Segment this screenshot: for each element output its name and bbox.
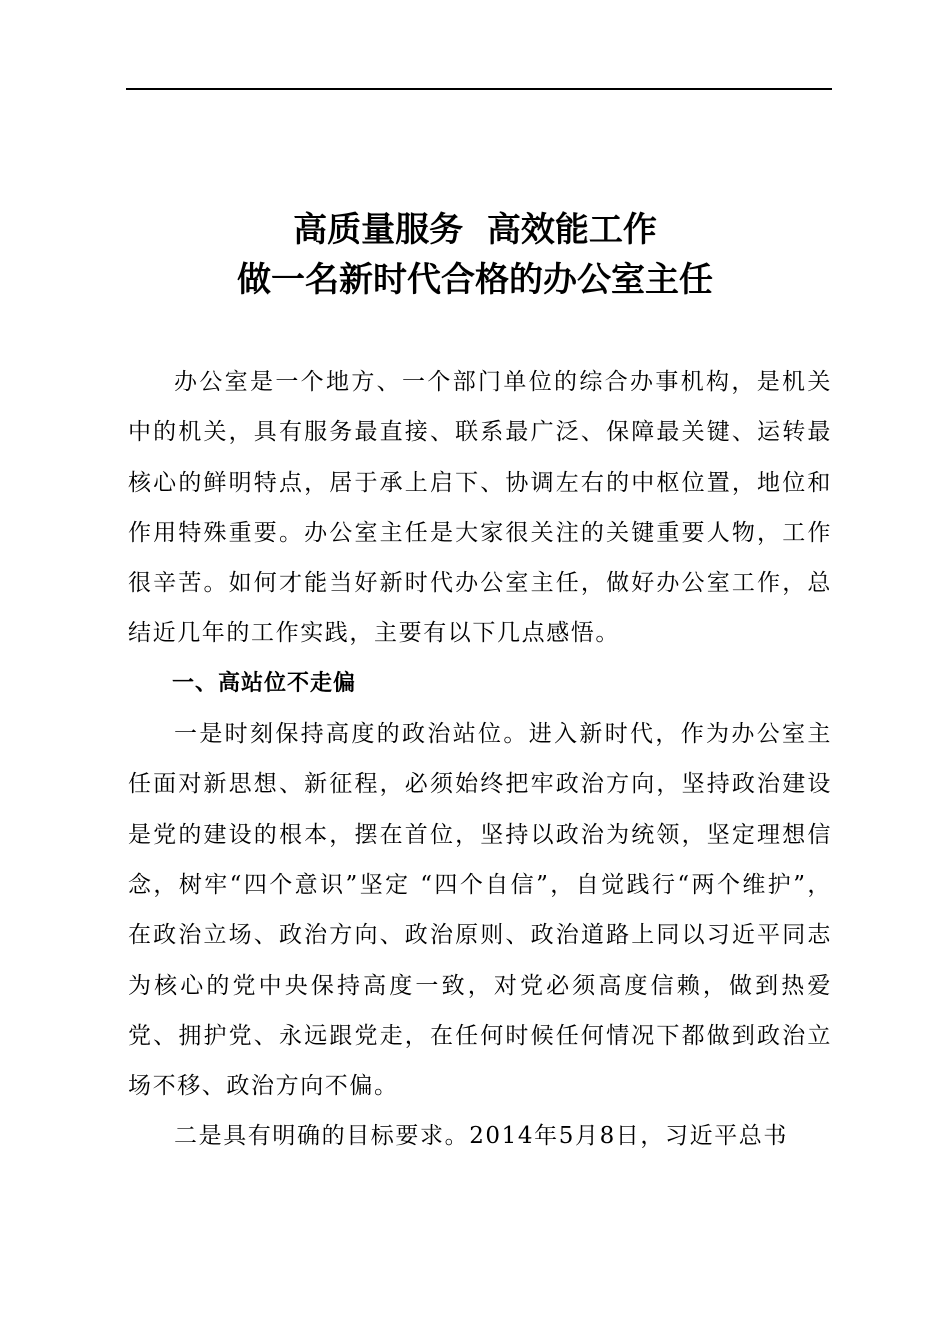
header-rule — [126, 88, 832, 90]
section-paragraph-1: 一是时刻保持高度的政治站位。进入新时代，作为办公室主任面对新思想、新征程，必须始终把牢政治方向，坚持政治建设是党的建设的根本，摆在首位，坚持以政治为统领，坚定理想信念，树牢“四个意识”坚定 “四个自信”，自觉践行“两个维护”，在政治立场、政治方向、政治原则、政治道路上同以习近平同志为核心的党中央保持高度一致，对党必须高度信赖，做到热爱党、拥护党、永远跟党走，在任何时候任何情况下都做到政治立场不移、政治方向不偏。 — [128, 721, 832, 1100]
document-title — [0, 205, 950, 305]
title-line-1: 高质量服务 高效能工作 — [293, 210, 657, 250]
title-line-2: 做一名新时代合格的办公室主任 — [237, 260, 713, 300]
document-body — [128, 357, 832, 1162]
section-paragraph-2: 二是具有明确的目标要求。2014年5月8日，习近平总书 — [174, 1123, 788, 1150]
section-heading: 一、高站位不走偏 — [172, 670, 357, 696]
intro-paragraph: 办公室是一个地方、一个部门单位的综合办事机构，是机关中的机关，具有服务最直接、联系最广泛、保障最关键、运转最核心的鲜明特点，居于承上启下、协调左右的中枢位置，地位和作用特殊重要。办公室主任是大家很关注的关键重要人物，工作很辛苦。如何才能当好新时代办公室主任，做好办公室工作，总结近几年的工作实践，主要有以下几点感悟。 — [128, 369, 832, 647]
